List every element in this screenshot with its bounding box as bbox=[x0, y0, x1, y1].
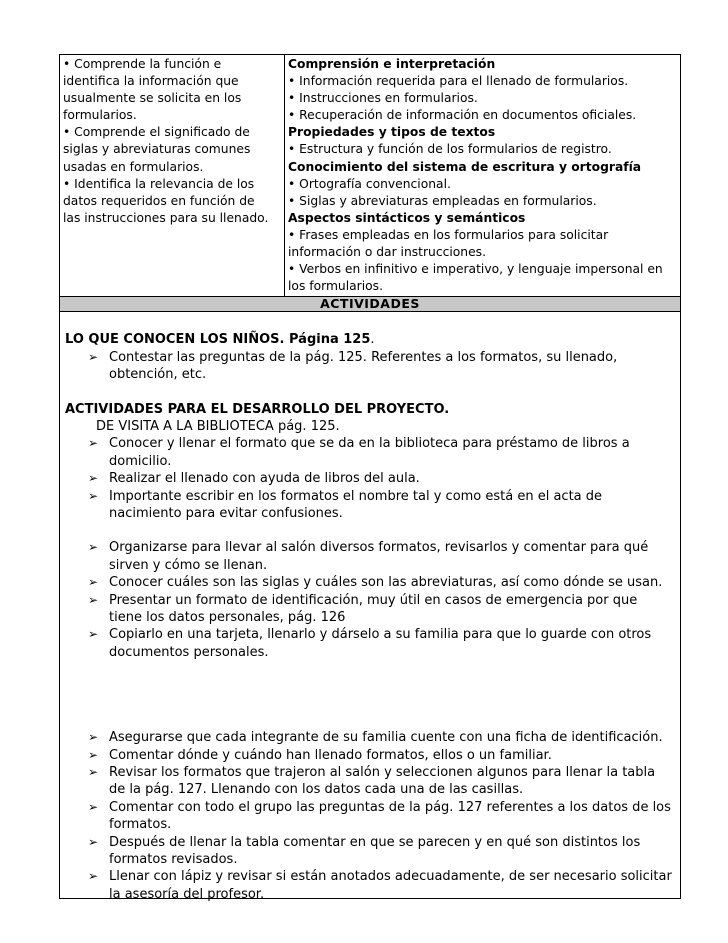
list-item: ➢ Después de llenar la tabla comentar en que se parecen y en qué son distintos los formatos revisados. bbox=[88, 834, 641, 868]
arrow-bullet-icon: ➢ bbox=[88, 592, 99, 607]
arrow-bullet-icon: ➢ bbox=[88, 436, 99, 451]
list-item: ➢ Conocer cuáles son las siglas y cuáles son las abreviaturas, así como dónde se usan. bbox=[88, 575, 663, 591]
list-item: ➢ Copiarlo en una tarjeta, llenarlo y dárselo a su familia para que lo guarde con otros documentos personales. bbox=[88, 627, 652, 660]
desarrollo-list-a bbox=[65, 435, 674, 522]
left-line: • Identifica la relevancia de los bbox=[63, 176, 255, 191]
left-line: • Comprende la función e bbox=[63, 57, 222, 71]
arrow-bullet-icon: ➢ bbox=[88, 575, 99, 590]
lo-que-conocen-list bbox=[65, 349, 674, 384]
left-line: datos requeridos en función de bbox=[63, 193, 255, 208]
conocimiento-heading: Conocimiento del sistema de escritura y ortografía bbox=[288, 159, 642, 174]
desarrollo-subtitle: DE VISITA A LA BIBLIOTECA pág. 125. bbox=[96, 418, 340, 434]
temas-cell bbox=[285, 55, 681, 297]
lo-que-conocen-title: LO QUE CONOCEN LOS NIÑOS. Página 125. bbox=[65, 332, 375, 348]
propiedades-item: • Estructura y función de los formularios de registro. bbox=[288, 142, 612, 157]
list-item: ➢ Organizarse para llevar al salón diversos formatos, revisarlos y comentar para qué sirven y cómo se llenan. bbox=[88, 540, 649, 573]
comprension-item: • Información requerida para el llenado de formularios. bbox=[288, 74, 629, 89]
actividades-header: ACTIVIDADES bbox=[59, 297, 681, 312]
document-page bbox=[59, 54, 681, 902]
left-line: usualmente se solicita en los bbox=[63, 91, 242, 106]
comprension-heading: Comprensión e interpretación bbox=[288, 57, 496, 71]
desarrollo-list-b bbox=[65, 539, 674, 661]
list-item: ➢ Asegurarse que cada integrante de su familia cuente con una ficha de identificación. bbox=[88, 730, 663, 746]
left-line: identifica la información que bbox=[63, 74, 239, 89]
list-item: ➢ Presentar un formato de identificación, muy útil en casos de emergencia por que tiene los datos personales, pág. 126 bbox=[88, 592, 638, 625]
arrow-bullet-icon: ➢ bbox=[88, 799, 99, 814]
arrow-bullet-icon: ➢ bbox=[88, 747, 99, 762]
aspectos-item: • Verbos en infinitivo e imperativo, y lenguaje impersonal en los formularios. bbox=[288, 262, 663, 294]
list-item: ➢ Revisar los formatos que trajeron al salón y seleccionen algunos para llenar la tabla de la pág. 127. Llenando con los datos cada una de las casillas. bbox=[88, 765, 656, 798]
propiedades-heading: Propiedades y tipos de textos bbox=[288, 125, 496, 140]
arrow-bullet-icon: ➢ bbox=[88, 349, 99, 364]
left-line: siglas y abreviaturas comunes bbox=[63, 142, 251, 157]
left-line: formularios. bbox=[63, 108, 137, 123]
list-item: ➢ Llenar con lápiz y revisar si están anotados adecuadamente, de ser necesario solicitar la asesoría del profesor. bbox=[88, 869, 672, 902]
arrow-bullet-icon: ➢ bbox=[88, 540, 99, 555]
comprension-item: • Recuperación de información en documentos oficiales. bbox=[288, 108, 637, 123]
list-item: ➢ Comentar con todo el grupo las preguntas de la pág. 127 referentes a los datos de los formatos. bbox=[88, 799, 671, 833]
conocimiento-item: • Ortografía convencional. bbox=[288, 176, 451, 191]
list-item: ➢ Comentar dónde y cuándo han llenado formatos, ellos o un familiar. bbox=[88, 747, 552, 763]
arrow-bullet-icon: ➢ bbox=[88, 834, 99, 849]
arrow-bullet-icon: ➢ bbox=[88, 471, 99, 486]
comprension-item: • Instrucciones en formularios. bbox=[288, 91, 478, 106]
left-line: las instrucciones para su llenado. bbox=[63, 210, 269, 225]
left-line: usadas en formularios. bbox=[63, 159, 204, 174]
competencias-table bbox=[59, 54, 681, 297]
desarrollo-list-c bbox=[65, 729, 674, 903]
arrow-bullet-icon: ➢ bbox=[88, 730, 99, 745]
left-line: • Comprende el significado de bbox=[63, 125, 250, 140]
arrow-bullet-icon: ➢ bbox=[88, 627, 99, 642]
list-item: ➢ Realizar el llenado con ayuda de libros del aula. bbox=[88, 471, 420, 487]
aprendizajes-cell bbox=[60, 55, 285, 297]
conocimiento-item: • Siglas y abreviaturas empleadas en formularios. bbox=[288, 193, 597, 208]
aspectos-item: • Frases empleadas en los formularios para solicitar información o dar instrucciones. bbox=[288, 227, 609, 260]
list-item: ➢ Conocer y llenar el formato que se da en la biblioteca para préstamo de libros a domicilio. bbox=[88, 436, 630, 469]
arrow-bullet-icon: ➢ bbox=[88, 488, 99, 503]
actividades-body bbox=[59, 312, 681, 902]
list-item: ➢ Contestar las preguntas de la pág. 125. Referentes a los formatos, su llenado, obtención, etc. bbox=[88, 349, 618, 383]
arrow-bullet-icon: ➢ bbox=[88, 869, 99, 884]
aspectos-heading: Aspectos sintácticos y semánticos bbox=[288, 210, 526, 225]
list-item: ➢ Importante escribir en los formatos el nombre tal y como está en el acta de nacimiento para evitar confusiones. bbox=[88, 488, 603, 521]
arrow-bullet-icon: ➢ bbox=[88, 765, 99, 780]
desarrollo-title: ACTIVIDADES PARA EL DESARROLLO DEL PROYECTO. bbox=[65, 401, 450, 417]
